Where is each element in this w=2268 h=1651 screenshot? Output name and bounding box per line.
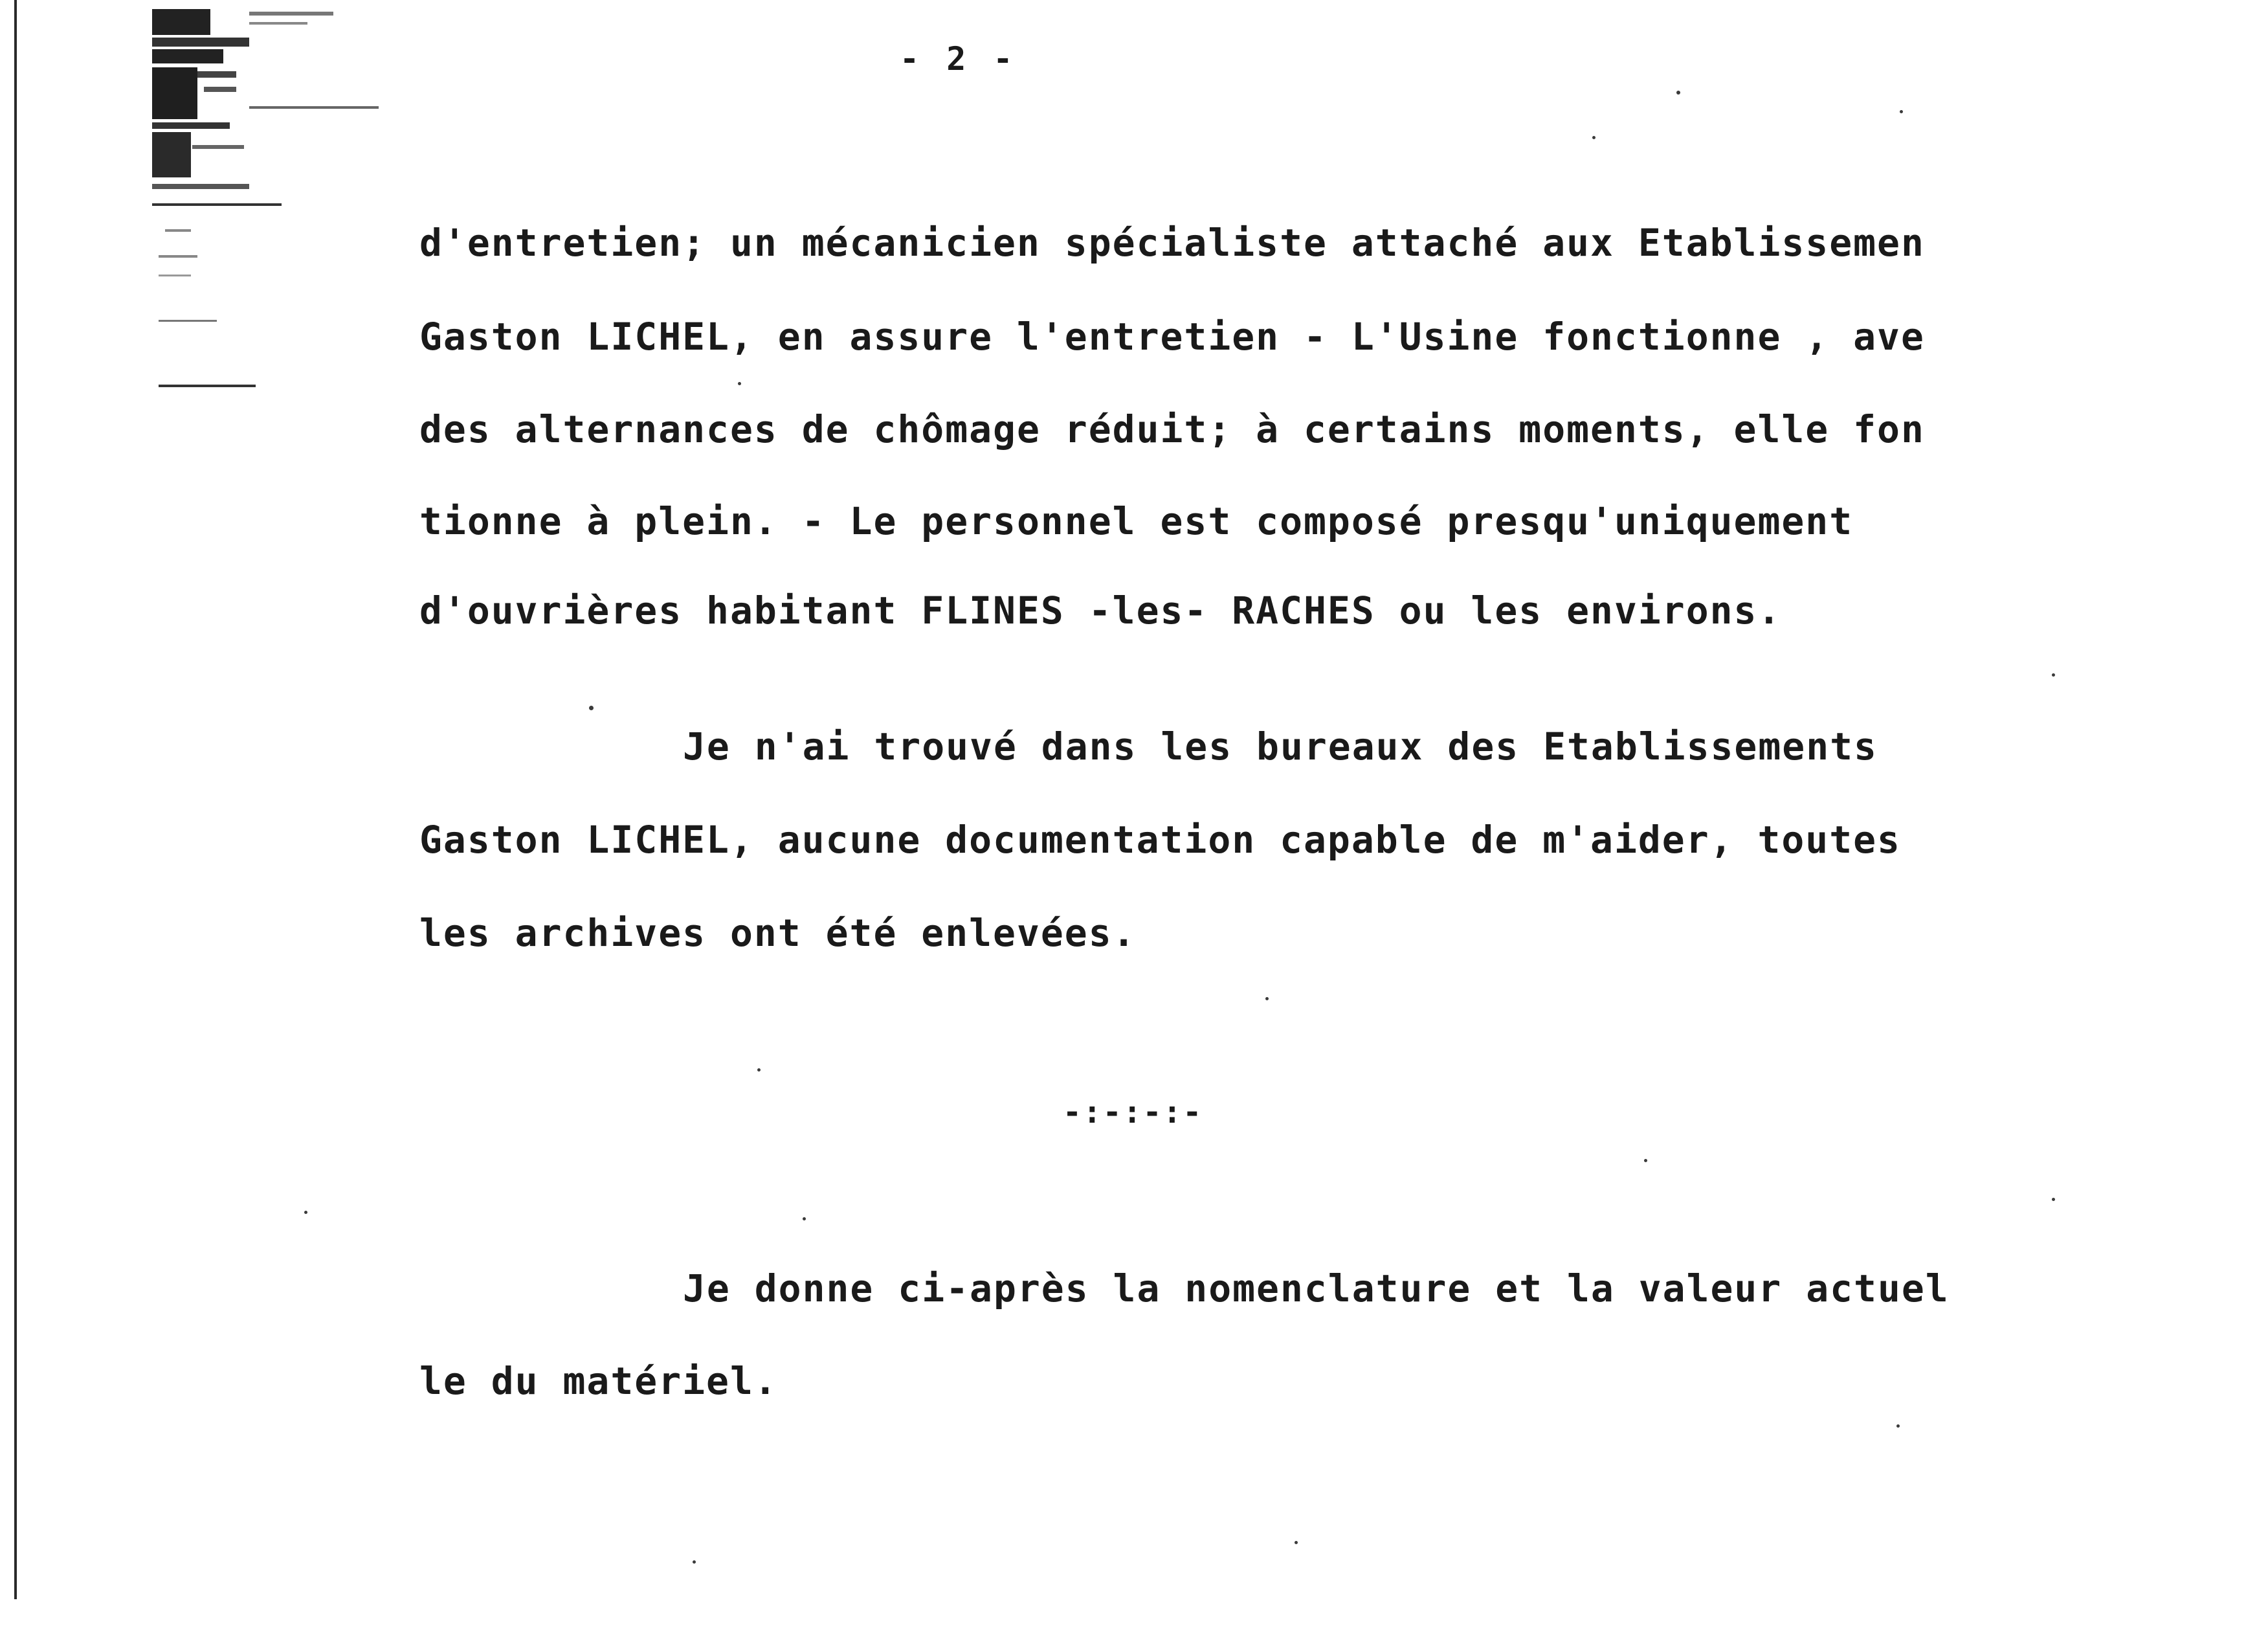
scan-speck bbox=[1644, 1159, 1647, 1162]
paragraph2-line-1: Je n'ai trouvé dans les bureaux des Etablissements bbox=[683, 724, 1878, 769]
scan-speck bbox=[1900, 110, 1903, 113]
scan-speck bbox=[1896, 1424, 1900, 1428]
paragraph1-line-1: d'entretien; un mécanicien spécialiste attaché aux Etablissemen bbox=[419, 221, 1925, 265]
page-number: - 2 - bbox=[900, 40, 1017, 78]
scan-speck bbox=[2052, 673, 2055, 677]
scan-speck bbox=[1676, 91, 1680, 95]
scan-speck bbox=[589, 706, 594, 710]
scan-speck bbox=[1265, 997, 1269, 1000]
paragraph2-line-2: Gaston LICHEL, aucune documentation capable de m'aider, toutes bbox=[419, 818, 1901, 862]
scan-speck bbox=[1295, 1541, 1298, 1544]
scan-speck bbox=[803, 1217, 806, 1220]
section-separator: -:-:-:- bbox=[1063, 1094, 1203, 1130]
scan-speck bbox=[757, 1068, 761, 1072]
scan-speck bbox=[304, 1211, 307, 1214]
scan-speck bbox=[693, 1560, 696, 1564]
scan-speck bbox=[2052, 1198, 2055, 1201]
scan-speck bbox=[738, 382, 741, 385]
paragraph1-line-2: Gaston LICHEL, en assure l'entretien - L'Usine fonctionne , ave bbox=[419, 315, 1925, 359]
paragraph1-line-4: tionne à plein. - Le personnel est composé presqu'uniquement bbox=[419, 499, 1854, 543]
paragraph3-line-2: le du matériel. bbox=[419, 1359, 778, 1403]
scan-artifact bbox=[152, 9, 424, 398]
paragraph3-line-1: Je donne ci-après la nomenclature et la valeur actuel bbox=[683, 1266, 1950, 1310]
paragraph1-line-5: d'ouvrières habitant FLINES -les- RACHES ou les environs. bbox=[419, 589, 1782, 633]
paragraph1-line-3: des alternances de chômage réduit; à certains moments, elle fon bbox=[419, 407, 1925, 451]
paragraph2-line-3: les archives ont été enlevées. bbox=[419, 911, 1137, 955]
page-left-edge bbox=[14, 0, 17, 1599]
scan-speck bbox=[1592, 136, 1595, 139]
